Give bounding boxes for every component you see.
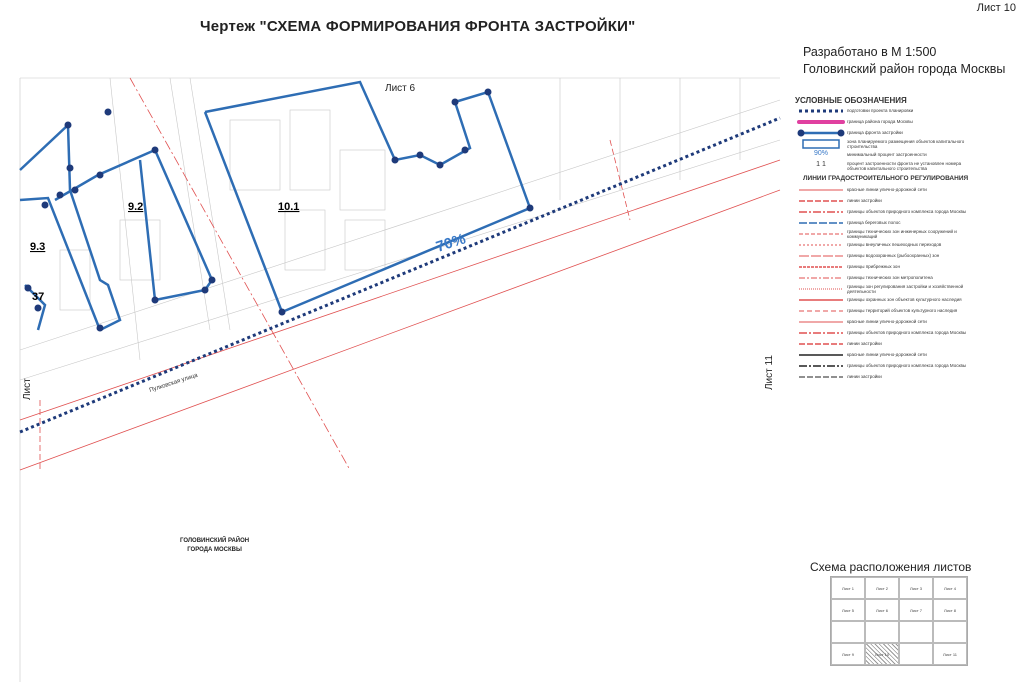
red-lines (20, 78, 780, 470)
street-label: Пулковская улица (148, 372, 199, 394)
legend-item: граница фронта застройки (795, 127, 980, 138)
percent-label: 70% (433, 230, 468, 256)
scale-text: Разработано в М 1:500 (803, 45, 937, 59)
legend-line-item: линии застройки (847, 198, 882, 203)
scheme-cell: Лист 1 (831, 577, 865, 599)
legend-line-item: красные линии улично-дорожной сети (847, 352, 927, 357)
legend-item: подготовки проекта планировки (847, 108, 914, 113)
label-sheet-left: Лист (22, 378, 33, 400)
legend-line-item: границы зон регулирования застройки и хозяйственной деятельности (847, 283, 964, 294)
label-sheet-top: Лист 6 (385, 83, 416, 94)
legend-line-item: границы территорий объектов культурного наследия (847, 308, 958, 313)
legend-heading: УСЛОВНЫЕ ОБОЗНАЧЕНИЯ (795, 96, 907, 105)
scheme-cell: Лист 2 (865, 577, 899, 599)
scheme-cell: Лист 8 (933, 599, 967, 621)
base-lines (20, 78, 780, 682)
scale-info (803, 44, 1005, 78)
plot-label-9-3: 9.3 (30, 241, 46, 253)
legend-line-item: границы технических зон инженерных сооружений и коммуникаций (847, 228, 957, 239)
scheme-title: Схема расположения листов (810, 560, 972, 574)
scheme-cell: Лист 10 (865, 643, 899, 665)
legend-item: 90% минимальный процент застроенности (813, 149, 927, 157)
legend-item: 1 1 процент застроенности фронта не установлен номера объектов капитального строительства (816, 160, 962, 171)
legend-line-item: границы водоохранных (рыбоохранных) зон (847, 253, 940, 258)
sheet-layout-scheme (830, 576, 968, 666)
scheme-cell: Лист 9 (831, 643, 865, 665)
legend-section-heading: ЛИНИИ ГРАДОСТРОИТЕЛЬНОГО РЕГУЛИРОВАНИЯ (803, 175, 969, 182)
legend-line-item: красные линии улично-дорожной сети (847, 319, 927, 324)
legend-line-item: границы объектов природного комплекса города Москвы (847, 363, 967, 368)
scheme-cell (899, 643, 933, 665)
legend-line-item: границы внеуличных пешеходных переходов (847, 242, 942, 247)
sheet-number: Лист 10 (976, 2, 1016, 14)
legend-line-item: границы технических зон метрополитена (847, 275, 933, 280)
label-sheet-right: Лист 11 (764, 355, 775, 390)
scheme-cell: Лист 11 (933, 643, 967, 665)
scheme-cell: Лист 6 (865, 599, 899, 621)
legend-line-item: линии застройки (847, 341, 882, 346)
scheme-cell: Лист 4 (933, 577, 967, 599)
legend-line-item: границы прибрежных зон (847, 264, 900, 269)
scheme-cell (899, 621, 933, 643)
scheme-cell (933, 621, 967, 643)
scheme-cell: Лист 3 (899, 577, 933, 599)
plot-label-10-1: 10.1 (278, 201, 300, 213)
legend-item: граница района города Москвы (847, 119, 913, 124)
scheme-cell (865, 621, 899, 643)
page-title: Чертеж "СХЕМА ФОРМИРОВАНИЯ ФРОНТА ЗАСТРОЙКИ" (200, 18, 636, 35)
legend-line-item: красные линии улично-дорожной сети (847, 187, 927, 192)
plot-label-37: 37 (32, 291, 45, 303)
scheme-cell (831, 621, 865, 643)
scheme-cell: Лист 7 (899, 599, 933, 621)
district-label: ГОЛОВИНСКИЙ РАЙОН ГОРОДА МОСКВЫ (180, 538, 250, 553)
legend-line-item: линии застройки (847, 374, 882, 379)
district-boundary (20, 118, 780, 432)
legend-line-item: границы объектов природного комплекса города Москвы (847, 330, 967, 335)
district-text: Головинский район города Москвы (803, 62, 1006, 76)
front-boundaries (20, 82, 530, 330)
legend-line-item: границы охранных зон объектов культурного наследия (847, 297, 962, 302)
legend (795, 96, 980, 382)
plot-label-9-2: 9.2 (128, 201, 144, 213)
legend-item: зона планируемого размещения объектов капитального строительства (795, 138, 980, 149)
legend-line-item: границы объектов природного комплекса города Москвы (847, 209, 967, 214)
scheme-cell: Лист 5 (831, 599, 865, 621)
legend-lines (795, 184, 980, 382)
legend-line-item: граница береговых полос (847, 220, 901, 225)
